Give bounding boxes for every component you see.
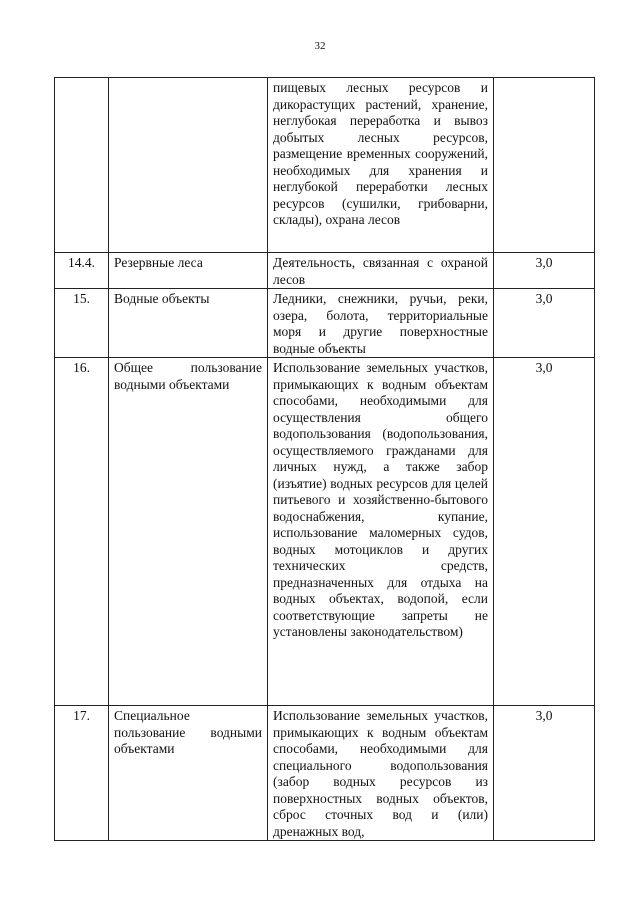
row-description: пищевых лесных ресурсов и дикорастущих растений, хранение, неглубокая переработка и вывоз добытых лесных ресурсов, размещение временных сооружений, необходимых для хранения и неглубокой переработки лесных ресурсов (сушилки, грибоварни, склады), охрана лесов <box>268 78 494 253</box>
row-number: 14.4. <box>55 253 109 289</box>
row-name: Резервные леса <box>109 253 268 289</box>
row-number: 16. <box>55 358 109 706</box>
row-name: Водные объекты <box>109 289 268 358</box>
row-description: Использование земельных участков, примыкающих к водным объектам способами, необходимыми для специального водопользования (забор водных ресурсов из поверхностных водных объектов, сброс сточных вод и (или) дренажных вод, <box>268 706 494 841</box>
row-code: 3,0 <box>494 289 595 358</box>
page-number: 32 <box>314 40 326 52</box>
row-code: 3,0 <box>494 358 595 706</box>
row-name <box>109 78 268 253</box>
row-description: Использование земельных участков, примыкающих к водным объектам способами, необходимыми для осуществления общего водопользования (водопользования, осуществляемого гражданами для личных нужд, а также забор (изъятие) водных ресурсов для целей питьевого и хозяйственно-бытового водоснабжения, купание, использование маломерных судов, водных мотоциклов и других технических средств, предназначенных для отдыха на водных объектах, водопой, если соответствующие запреты не установлены законодательством) <box>268 358 494 706</box>
row-number: 15. <box>55 289 109 358</box>
row-description: Деятельность, связанная с охраной лесов <box>268 253 494 289</box>
table-row <box>55 358 595 706</box>
row-code <box>494 78 595 253</box>
row-description: Ледники, снежники, ручьи, реки, озера, болота, территориальные моря и другие поверхностные водные объекты <box>268 289 494 358</box>
row-code: 3,0 <box>494 253 595 289</box>
table-row <box>55 78 595 253</box>
land-use-table <box>54 77 595 841</box>
table-row <box>55 253 595 289</box>
row-code: 3,0 <box>494 706 595 841</box>
table-row <box>55 706 595 841</box>
table-row <box>55 289 595 358</box>
row-name: Общее пользование водными объектами <box>109 358 268 706</box>
row-name: Специальное пользование водными объектами <box>109 706 268 841</box>
row-number: 17. <box>55 706 109 841</box>
row-number <box>55 78 109 253</box>
